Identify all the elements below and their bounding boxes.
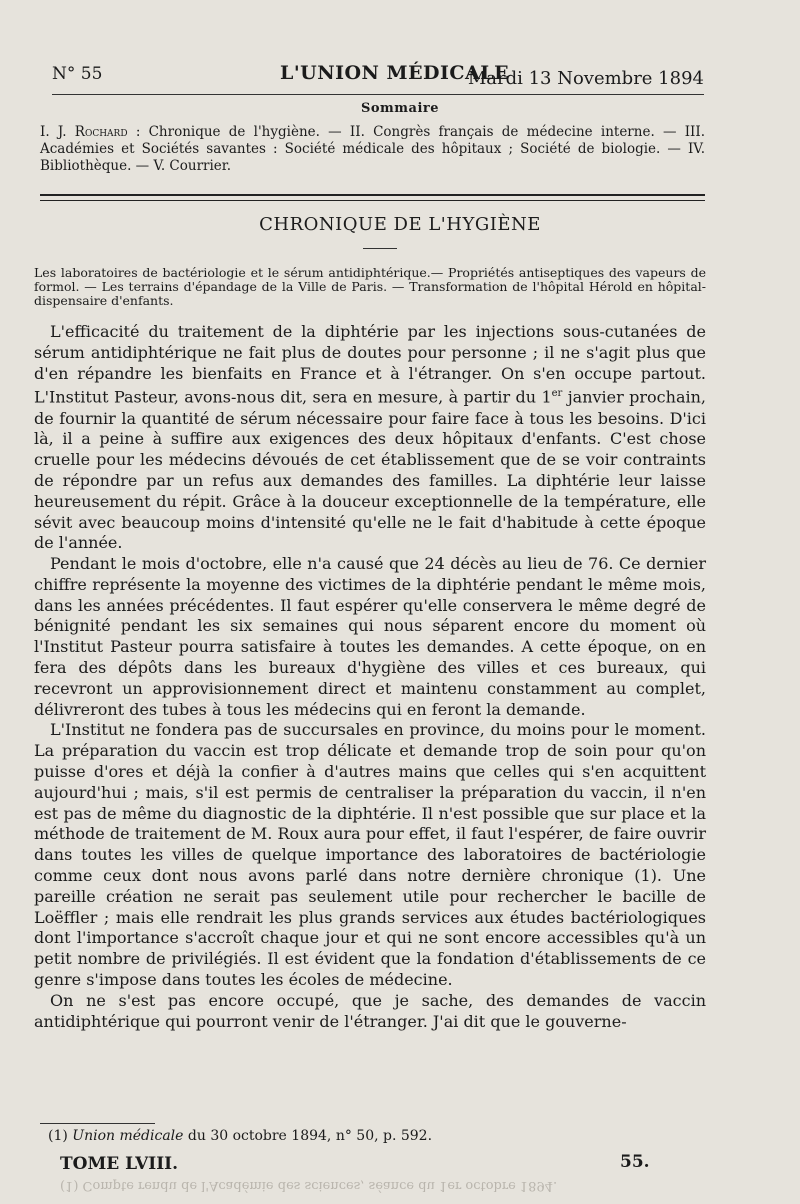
- sommaire-author: Rochard: [74, 124, 128, 140]
- journal-title: L'UNION MÉDICALE: [280, 62, 510, 84]
- article-body: [34, 322, 706, 1032]
- paragraph-4: On ne s'est pas encore occupé, que je sache, des demandes de vaccin antidiphtérique qui pourront venir de l'étranger. J'ai dit que le gouverne-: [34, 990, 706, 1031]
- article-title: CHRONIQUE DE L'HYGIÈNE: [259, 214, 541, 235]
- paragraph-1-text: L'efficacité du traitement de la diphtérie par les injections sous-cutanées de sérum antidiphtérique ne fait plus de doutes pour personne ; il ne s'agit plus que d'en répandre les bienfaits en France et à l'étranger. On s'en occupe partout. L'Institut Pasteur, avons-nous dit, sera en mesure, à partir du 1: [34, 322, 706, 407]
- paragraph-1: [34, 322, 706, 554]
- footnote-rule: [40, 1123, 155, 1124]
- show-through-text: (1) Compte rendu de l'Académie des sciences, séance du 1er octobre 1894.: [60, 1178, 558, 1193]
- sommaire-item-number: I. J.: [40, 124, 67, 140]
- footnote-rest: du 30 octobre 1894, n° 50, p. 592.: [183, 1128, 433, 1144]
- footnote-source: Union médicale: [72, 1128, 184, 1144]
- footnote-marker: (1): [48, 1128, 68, 1144]
- volume-label: TOME LVIII.: [60, 1154, 179, 1174]
- sommaire-contents: [40, 124, 705, 175]
- paragraph-3: L'Institut ne fondera pas de succursales en province, du moins pour le moment. La préparation du vaccin est trop délicate et demande trop de soin pour qu'on puisse d'ores et déjà la confier à d'autres mains que celles qui s'en acquittent aujourd'hui ; mais, s'il est permis de centraliser la préparation du vaccin, il n'en est pas de même du diagnostic de la diphtérie. Il n'est possible que sur place et la méthode de traitement de M. Roux aura pour effet, il faut l'espérer, de faire ouvrir dans toutes les villes de quelque importance des laboratoires de bactériologie comme ceux dont nous avons parlé dans notre dernière chronique (1). Une pareille création ne serait pas seulement utile pour rechercher le bacille de Loëffler ; mais elle rendrait les plus grands services aux études bactériologiques dont l'importance s'accroît chaque jour et qui ne sont encore accessibles qu'à un petit nombre de privilégiés. Il est évident que la fondation d'établissements de ce genre s'impose dans toutes les écoles de médecine.: [34, 720, 706, 990]
- title-rule: [363, 248, 397, 249]
- paragraph-2: Pendant le mois d'octobre, elle n'a causé que 24 décès au lieu de 76. Ce dernier chiffre représente la moyenne des victimes de la diphtérie pendant le même mois, dans les années précédentes. Il faut espérer qu'elle conservera le même degré de bénignité pendant les six semaines qui nous séparent encore du moment où l'Institut Pasteur pourra satisfaire à toutes les demandes. A cette époque, on en fera des dépôts dans les bureaux d'hygiène des villes et ces bureaux, qui recevront un approvisionnement direct et maintenu constamment au complet, délivreront des tubes à tous les médecins qui en feront la demande.: [34, 554, 706, 719]
- section-divider: [40, 194, 705, 201]
- article-summary: Les laboratoires de bactériologie et le sérum antidiphtérique.— Propriétés antiseptiques des vapeurs de formol. — Les terrains d'épandage de la Ville de Paris. — Transformation de l'hôpital Hérold en hôpital-dispensaire d'enfants.: [34, 265, 706, 308]
- issue-number: N° 55: [52, 64, 103, 84]
- footnote: [48, 1128, 432, 1144]
- issue-date: Mardi 13 Novembre 1894: [467, 68, 704, 89]
- page-number: 55.: [620, 1152, 650, 1172]
- sommaire-heading: Sommaire: [360, 101, 440, 116]
- paragraph-1-text-cont: janvier prochain, de fournir la quantité de sérum nécessaire pour faire face à tous les besoins. D'ici là, il a peine à suffire aux exigences des deux hôpitaux d'enfants. C'est chose cruelle pour les médecins dévoués de cet établissement que de se voir contraints de répondre par un refus aux demandes des familles. La diphtérie leur laisse heureusement du répit. Grâce à la douceur exceptionnelle de la température, elle sévit avec beaucoup moins d'intensité qu'elle ne le fait d'habitude à cette époque de l'année.: [34, 387, 706, 553]
- superscript-er: er: [551, 388, 563, 400]
- page-header: [52, 60, 704, 95]
- sommaire-text: : Chronique de l'hygiène. — II. Congrès français de médecine interne. — III. Académies et Sociétés savantes : Société médicale des hôpitaux ; Société de biologie. — IV. Bibliothèque. — V. Courrier.: [40, 124, 706, 174]
